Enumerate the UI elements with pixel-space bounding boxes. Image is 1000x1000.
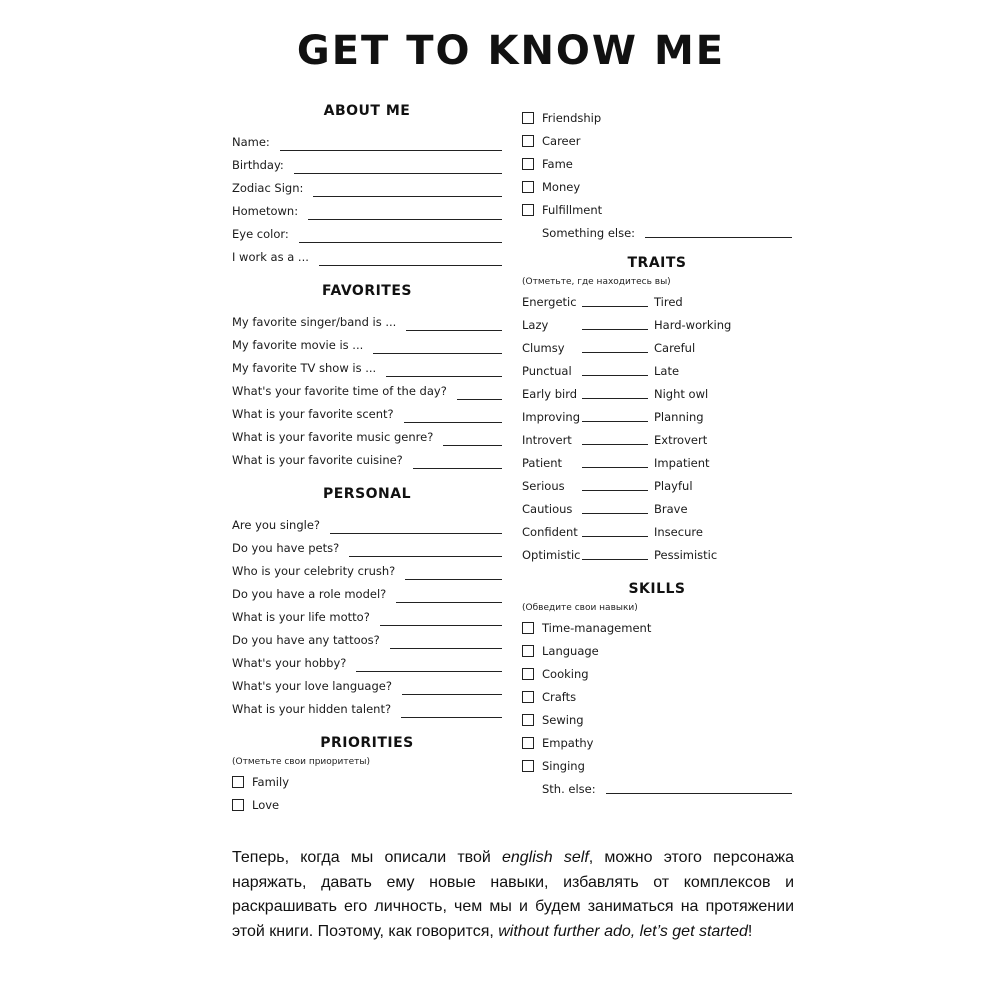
field-work: I work as a ... (232, 245, 502, 268)
answer-line[interactable] (402, 693, 502, 695)
skill-empathy[interactable]: Empathy (522, 731, 792, 754)
answer-line[interactable] (299, 241, 502, 243)
traits-note: (Отметьте, где находитесь вы) (522, 277, 671, 287)
trait-scale-line[interactable] (582, 398, 648, 399)
field-fav-genre: What is your favorite music genre? (232, 425, 502, 448)
traits-heading: TRAITS (627, 255, 687, 271)
answer-line[interactable] (356, 670, 502, 672)
priority-love[interactable]: Love (232, 793, 502, 816)
trait-row: Lazy Hard-working (522, 318, 732, 332)
checkbox[interactable] (522, 204, 534, 216)
trait-row: Cautious Brave (522, 502, 688, 516)
answer-line[interactable] (443, 444, 502, 446)
answer-line[interactable] (404, 421, 502, 423)
field-fav-cuisine: What is your favorite cuisine? (232, 448, 502, 471)
answer-line[interactable] (349, 555, 502, 557)
about-heading: ABOUT ME (323, 103, 411, 119)
checkbox[interactable] (522, 760, 534, 772)
trait-scale-line[interactable] (582, 329, 648, 330)
answer-line[interactable] (373, 352, 502, 354)
field-love-language: What's your love language? (232, 674, 502, 697)
skills-note: (Обведите свои навыки) (522, 603, 638, 613)
priorities-heading: PRIORITIES (320, 735, 414, 751)
trait-row: Punctual Late (522, 364, 680, 378)
priority-money[interactable]: Money (522, 175, 792, 198)
field-tattoos: Do you have any tattoos? (232, 628, 502, 651)
left-column (232, 100, 502, 816)
skill-language[interactable]: Language (522, 639, 792, 662)
trait-row: Introvert Extrovert (522, 433, 708, 447)
personal-heading: PERSONAL (322, 486, 412, 502)
field-name: Name: (232, 130, 502, 153)
favorites-heading: FAVORITES (321, 283, 413, 299)
checkbox[interactable] (522, 645, 534, 657)
trait-row: Serious Playful (522, 479, 693, 493)
answer-line[interactable] (380, 624, 502, 626)
priority-fame[interactable]: Fame (522, 152, 792, 175)
checkbox[interactable] (522, 622, 534, 634)
page-title: GET TO KNOW ME (296, 28, 726, 74)
field-fav-movie: My favorite movie is ... (232, 333, 502, 356)
trait-scale-line[interactable] (582, 559, 648, 560)
checkbox[interactable] (232, 799, 244, 811)
answer-line[interactable] (457, 398, 502, 400)
trait-row: Clumsy Careful (522, 341, 696, 355)
answer-line[interactable] (308, 218, 502, 220)
skill-something-else: Sth. else: (522, 777, 792, 800)
checkbox[interactable] (522, 691, 534, 703)
skill-time-management[interactable]: Time-management (522, 616, 792, 639)
trait-scale-line[interactable] (582, 490, 648, 491)
field-role-model: Do you have a role model? (232, 582, 502, 605)
field-pets: Do you have pets? (232, 536, 502, 559)
skill-singing[interactable]: Singing (522, 754, 792, 777)
field-motto: What is your life motto? (232, 605, 502, 628)
field-fav-scent: What is your favorite scent? (232, 402, 502, 425)
field-hobby: What's your hobby? (232, 651, 502, 674)
field-zodiac: Zodiac Sign: (232, 176, 502, 199)
answer-line[interactable] (294, 172, 502, 174)
field-birthday: Birthday: (232, 153, 502, 176)
trait-scale-line[interactable] (582, 306, 648, 307)
priorities-note: (Отметьте свои приоритеты) (232, 757, 370, 767)
checkbox[interactable] (522, 737, 534, 749)
answer-line[interactable] (386, 375, 502, 377)
answer-line[interactable] (413, 467, 502, 469)
priority-friendship[interactable]: Friendship (522, 106, 792, 129)
checkbox[interactable] (522, 714, 534, 726)
priority-career[interactable]: Career (522, 129, 792, 152)
answer-line[interactable] (330, 532, 502, 534)
priority-something-else: Something else: (522, 221, 792, 244)
checkbox[interactable] (522, 158, 534, 170)
trait-row: Optimistic Pessimistic (522, 548, 718, 562)
checkbox[interactable] (522, 668, 534, 680)
trait-scale-line[interactable] (582, 421, 648, 422)
trait-row: Confident Insecure (522, 525, 703, 539)
skills-heading: SKILLS (628, 581, 686, 597)
checkbox[interactable] (522, 135, 534, 147)
field-fav-time: What's your favorite time of the day? (232, 379, 502, 402)
checkbox[interactable] (232, 776, 244, 788)
trait-scale-line[interactable] (582, 536, 648, 537)
field-crush: Who is your celebrity crush? (232, 559, 502, 582)
trait-row: Energetic Tired (522, 295, 683, 309)
checkbox[interactable] (522, 181, 534, 193)
field-fav-singer: My favorite singer/band is ... (232, 310, 502, 333)
answer-line[interactable] (280, 149, 502, 151)
field-talent: What is your hidden talent? (232, 697, 502, 720)
trait-scale-line[interactable] (582, 513, 648, 514)
answer-line[interactable] (319, 264, 502, 266)
field-single: Are you single? (232, 513, 502, 536)
checkbox[interactable] (522, 112, 534, 124)
field-fav-tv: My favorite TV show is ... (232, 356, 502, 379)
trait-row: Early bird Night owl (522, 387, 709, 401)
skill-crafts[interactable]: Crafts (522, 685, 792, 708)
priority-fulfillment[interactable]: Fulfillment (522, 198, 792, 221)
answer-line[interactable] (645, 237, 792, 238)
priority-family[interactable]: Family (232, 770, 502, 793)
trait-scale-line[interactable] (582, 375, 648, 376)
trait-scale-line[interactable] (582, 444, 648, 445)
skill-sewing[interactable]: Sewing (522, 708, 792, 731)
trait-row: Patient Impatient (522, 456, 710, 470)
answer-line[interactable] (405, 578, 502, 580)
answer-line[interactable] (606, 793, 792, 794)
trait-row: Improving Planning (522, 410, 704, 424)
trait-scale-line[interactable] (582, 467, 648, 468)
right-column (522, 106, 792, 800)
skill-cooking[interactable]: Cooking (522, 662, 792, 685)
answer-line[interactable] (390, 647, 502, 649)
answer-line[interactable] (401, 716, 502, 718)
field-hometown: Hometown: (232, 199, 502, 222)
field-eye-color: Eye color: (232, 222, 502, 245)
answer-line[interactable] (406, 329, 502, 331)
intro-paragraph: Теперь, когда мы описали твой english self, можно этого персонажа наряжать, давать ему новые навыки, избавлять от комплексов и раскрашивать его личность, чем мы и будем заниматься на протяжении этой книги. Поэтому, как говорится, without further ado, let’s get started! (232, 849, 795, 940)
answer-line[interactable] (396, 601, 502, 603)
answer-line[interactable] (313, 195, 502, 197)
trait-scale-line[interactable] (582, 352, 648, 353)
